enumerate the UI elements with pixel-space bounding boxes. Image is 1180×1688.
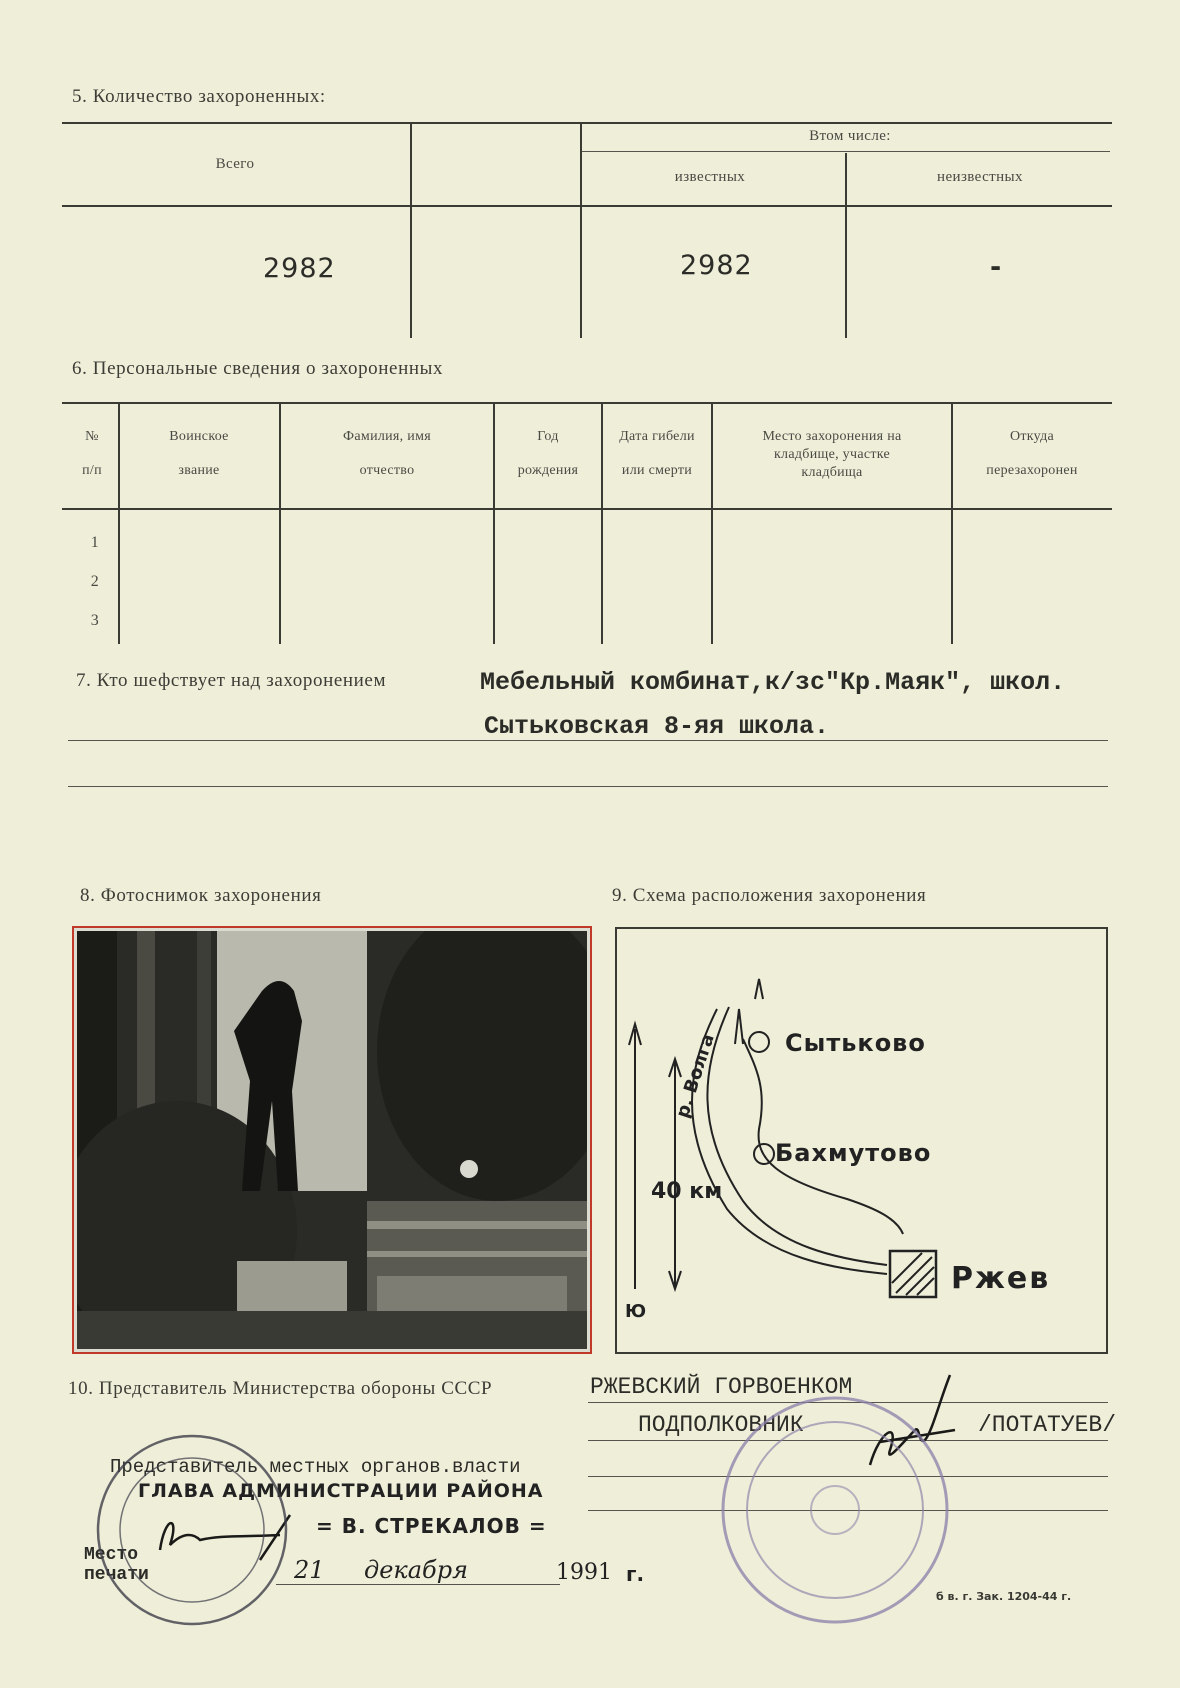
burial-location-scheme <box>615 927 1108 1354</box>
distance-label: 40 км <box>651 1179 723 1204</box>
place-sytkovo: Сытьково <box>785 1029 926 1057</box>
printer-mark: б в. г. Зак. 1204-44 г. <box>936 1590 1072 1603</box>
col-reburied-from: Откуда перезахоронен <box>986 429 1078 478</box>
mod-name: /ПОТАТУЕВ/ <box>978 1412 1117 1438</box>
col-rank: Воинское звание <box>169 429 229 478</box>
patron-line-1: Мебельный комбинат,к/зс"Кр.Маяк", школ. <box>480 668 1066 697</box>
section-8-title: 8. Фотоснимок захоронения <box>80 885 322 906</box>
date-year: 1991 <box>556 1560 612 1585</box>
row-number-3: 3 <box>90 612 100 629</box>
row-number-2: 2 <box>90 573 100 590</box>
section-10-title: 10. Представитель Министерства обороны СССР <box>68 1378 493 1399</box>
place-rzhev: Ржев <box>951 1261 1051 1296</box>
burial-photo <box>72 926 592 1354</box>
col-death-date: Дата гибели или смерти <box>619 429 695 478</box>
district-council-stamp <box>92 1430 292 1630</box>
section-6-title: 6. Персональные сведения о захороненных <box>72 358 444 379</box>
col-number-label: п/п <box>82 463 102 478</box>
mod-office: РЖЕВСКИЙ ГОРВОЕНКОМ <box>590 1374 853 1400</box>
date-month: декабря <box>364 1556 468 1584</box>
local-position: ГЛАВА АДМИНИСТРАЦИИ РАЙОНА <box>138 1480 544 1502</box>
value-unknown: - <box>990 252 1003 283</box>
local-signer: = В. СТРЕКАЛОВ = <box>316 1514 547 1538</box>
col-number: № п/п <box>66 428 118 480</box>
header-including: Втом числе: <box>809 128 891 144</box>
patron-rule-1 <box>68 740 1108 741</box>
row-number-1: 1 <box>90 534 100 551</box>
scheme-south-label: Ю <box>625 1301 647 1322</box>
river-volga-label: р. Волга <box>672 1031 719 1121</box>
date-year-suffix: г. <box>626 1562 645 1586</box>
section-9-title: 9. Схема расположения захоронения <box>612 885 927 906</box>
header-known: известных <box>674 169 746 185</box>
section-5-title: 5. Количество захороненных: <box>72 86 326 107</box>
patron-rule-2 <box>68 786 1108 787</box>
col-burial-place: Место захоронения на кладбище, участке кладбища <box>762 429 902 480</box>
military-commissariat-stamp <box>715 1390 955 1630</box>
local-authority-title: Представитель местных органов.власти <box>110 1456 521 1478</box>
col-name: Фамилия, имя отчество <box>343 429 431 478</box>
place-bakhmutovo: Бахмутово <box>775 1139 932 1167</box>
value-known: 2982 <box>680 250 753 281</box>
col-birth-year: Год рождения <box>517 429 579 478</box>
value-total: 2982 <box>263 253 336 284</box>
stamp-place-label: Место печати <box>84 1545 149 1585</box>
mod-rank: ПОДПОЛКОВНИК <box>638 1412 804 1438</box>
date-rule <box>276 1584 560 1585</box>
date-day: 21 <box>294 1556 325 1584</box>
patron-line-2: Сытьковская 8-яя школа. <box>484 712 830 741</box>
header-total: Всего <box>215 156 255 172</box>
header-unknown: неизвестных <box>937 169 1023 185</box>
section-7-title: 7. Кто шефствует над захоронением <box>76 670 387 691</box>
